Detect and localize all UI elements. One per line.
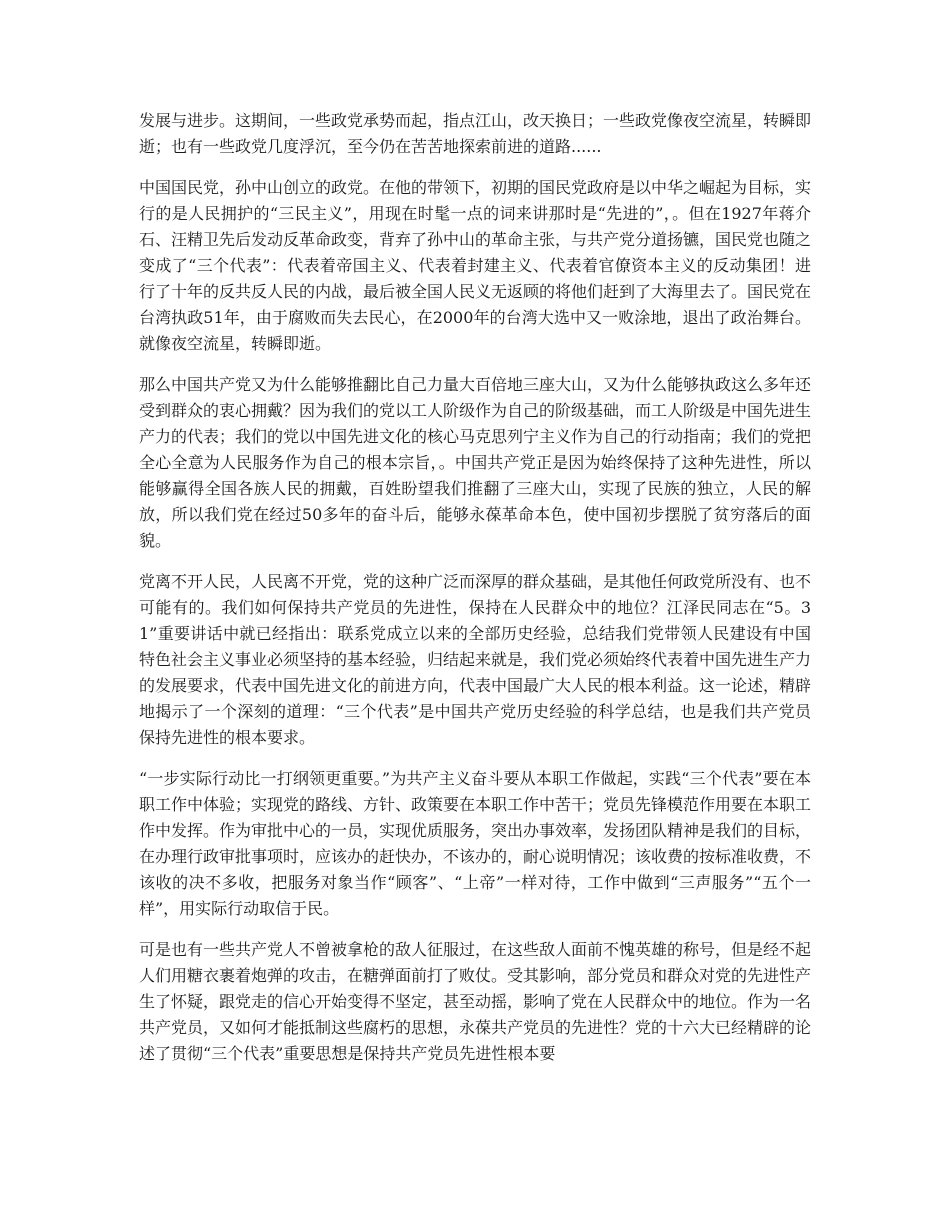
paragraph-3: 那么中国共产党又为什么能够推翻比自己力量大百倍地三座大山，又为什么能够执政这么多年还受到群众的衷心拥戴？因为我们的党以工人阶级作为自己的阶级基础，而工人阶级是中国先进生产力的代表；我们的党以中国先进文化的核心马克思列宁主义作为自己的行动指南；我们的党把全心全意为人民服务作为自己的根本宗旨，。中国共产党正是因为始终保持了这种先进性，所以能够赢得全国各族人民的拥戴，百姓盼望我们推翻了三座大山，实现了民族的独立，人民的解放，所以我们党在经过50多年的奋斗后，能够永葆革命本色，使中国初步摆脱了贫穷落后的面貌。: [139, 375, 812, 550]
document-body: [139, 108, 811, 1082]
paragraph-2: 中国国民党，孙中山创立的政党。在他的带领下，初期的国民党政府是以中华之崛起为目标，实行的是人民拥护的“三民主义”，用现在时髦一点的词来讲那时是“先进的”，。但在1927年蒋介石、汪精卫先后发动反革命政变，背弃了孙中山的革命主张，与共产党分道扬镳，国民党也随之变成了“三个代表”：代表着帝国主义、代表着封建主义、代表着官僚资本主义的反动集团！进行了十年的反共反人民的内战，最后被全国人民义无返顾的将他们赶到了大海里去了。国民党在台湾执政51年，由于腐败而失去民心，在2000年的台湾大选中又一败涂地，退出了政治舞台。就像夜空流星，转瞬即逝。: [139, 178, 812, 353]
paragraph-6: 可是也有一些共产党人不曾被拿枪的敌人征服过，在这些敌人面前不愧英雄的称号，但是经不起人们用糖衣裹着炮弹的攻击，在糖弹面前打了败仗。受其影响，部分党员和群众对党的先进性产生了怀疑，跟党走的信心开始变得不坚定，甚至动摇，影响了党在人民群众中的地位。作为一名共产党员，又如何才能抵制这些腐朽的思想，永葆共产党员的先进性？党的十六大已经精辟的论述了贯彻“三个代表”重要思想是保持共产党员先进性根本要: [139, 940, 812, 1063]
paragraph-1: 发展与进步。这期间，一些政党承势而起，指点江山，改天换日；一些政党像夜空流星，转瞬即逝；也有一些政党几度浮沉，至今仍在苦苦地探索前进的道路......: [139, 111, 812, 156]
paragraph-4: 党离不开人民，人民离不开党，党的这种广泛而深厚的群众基础，是其他任何政党所没有、也不可能有的。我们如何保持共产党员的先进性，保持在人民群众中的地位？江泽民同志在“5。31”重要讲话中就已经指出：联系党成立以来的全部历史经验，总结我们党带领人民建设有中国特色社会主义事业必须坚持的基本经验，归结起来就是，我们党必须始终代表着中国先进生产力的发展要求，代表中国先进文化的前进方向，代表中国最广大人民的根本利益。这一论述，精辟地揭示了一个深刻的道理：“三个代表”是中国共产党历史经验的科学总结，也是我们共产党员保持先进性的根本要求。: [139, 572, 812, 747]
paragraph-5: “一步实际行动比一打纲领更重要。”为共产主义奋斗要从本职工作做起，实践“三个代表”要在本职工作中体验；实现党的路线、方针、政策要在本职工作中苦干；党员先锋模范作用要在本职工作中发挥。作为审批中心的一员，实现优质服务，突出办事效率，发扬团队精神是我们的目标，在办理行政审批事项时，应该办的赶快办，不该办的，耐心说明情况；该收费的按标准收费，不该收的决不多收，把服务对象当作“顾客”、“上帝”一样对待，工作中做到“三声服务”“五个一样”，用实际行动取信于民。: [139, 769, 812, 918]
